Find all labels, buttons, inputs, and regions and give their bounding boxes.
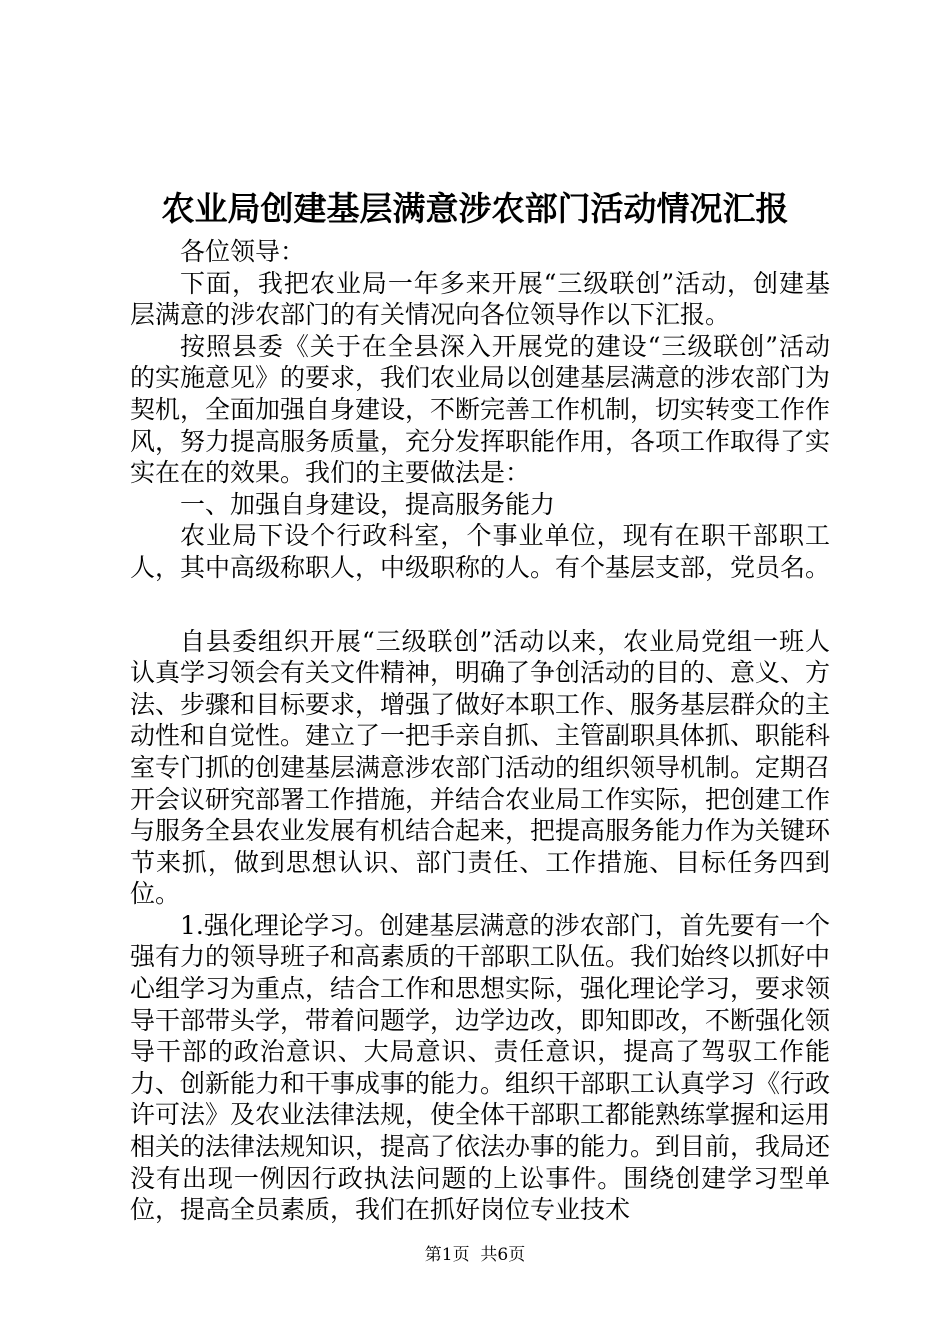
paragraph-theory-study: 1.强化理论学习。创建基层满意的涉农部门，首先要有一个强有力的领导班子和高素质的干部职工队伍。我们始终以抓好中心组学习为重点，结合工作和思想实际，强化理论学习，要求领导干部带头学，带着问题学，边学边改，即知即改，不断强化领导干部的政治意识、大局意识、责任意识，提高了驾驭工作能力、创新能力和干事成事的能力。组织干部职工认真学习《行政许可法》及农业法律法规，使全体干部职工都能熟练掌握和运用相关的法律法规知识，提高了依法办事的能力。到目前，我局还没有出现一例因行政执法问题的上讼事件。围绕创建学习型单位，提高全员素质，我们在抓好岗位专业技术	[130, 910, 831, 1225]
paragraph-intro: 下面，我把农业局一年多来开展“三级联创”活动，创建基层满意的涉农部门的有关情况向各位领导作以下汇报。	[130, 268, 830, 330]
section-heading-1: 一、加强自身建设，提高服务能力	[180, 489, 556, 519]
salutation: 各位领导：	[180, 237, 306, 266]
paragraph-background: 按照县委《关于在全县深入开展党的建设“三级联创”活动的实施意见》的要求，我们农业局以创建基层满意的涉农部门为契机，全面加强自身建设，不断完善工作机制，切实转变工作作风，努力提高服务质量，充分发挥职能作用，各项工作取得了实实在在的效果。我们的主要做法是：	[130, 331, 831, 488]
document-title: 农业局创建基层满意涉农部门活动情况汇报	[161, 189, 789, 228]
document-body	[130, 236, 830, 1226]
paragraph-organization: 自县委组织开展“三级联创”活动以来，农业局党组一班人认真学习领会有关文件精神，明确了争创活动的目的、意义、方法、步骤和目标要求，增强了做好本职工作、服务基层群众的主动性和自觉性。建立了一把手亲自抓、主管副职具体抓、职能科室专门抓的创建基层满意涉农部门活动的组织领导机制。定期召开会议研究部署工作措施，并结合农业局工作实际，把创建工作与服务全县农业发展有机结合起来，把提高服务能力作为关键环节来抓，做到思想认识、部门责任、工作措施、目标任务四到位。	[130, 626, 831, 909]
paragraph-gap	[130, 584, 830, 626]
page-number: 第1页 共6页	[424, 1245, 526, 1265]
paragraph-staff: 农业局下设个行政科室，个事业单位，现有在职干部职工人，其中高级称职人，中级职称的人。有个基层支部，党员名。	[130, 521, 831, 582]
